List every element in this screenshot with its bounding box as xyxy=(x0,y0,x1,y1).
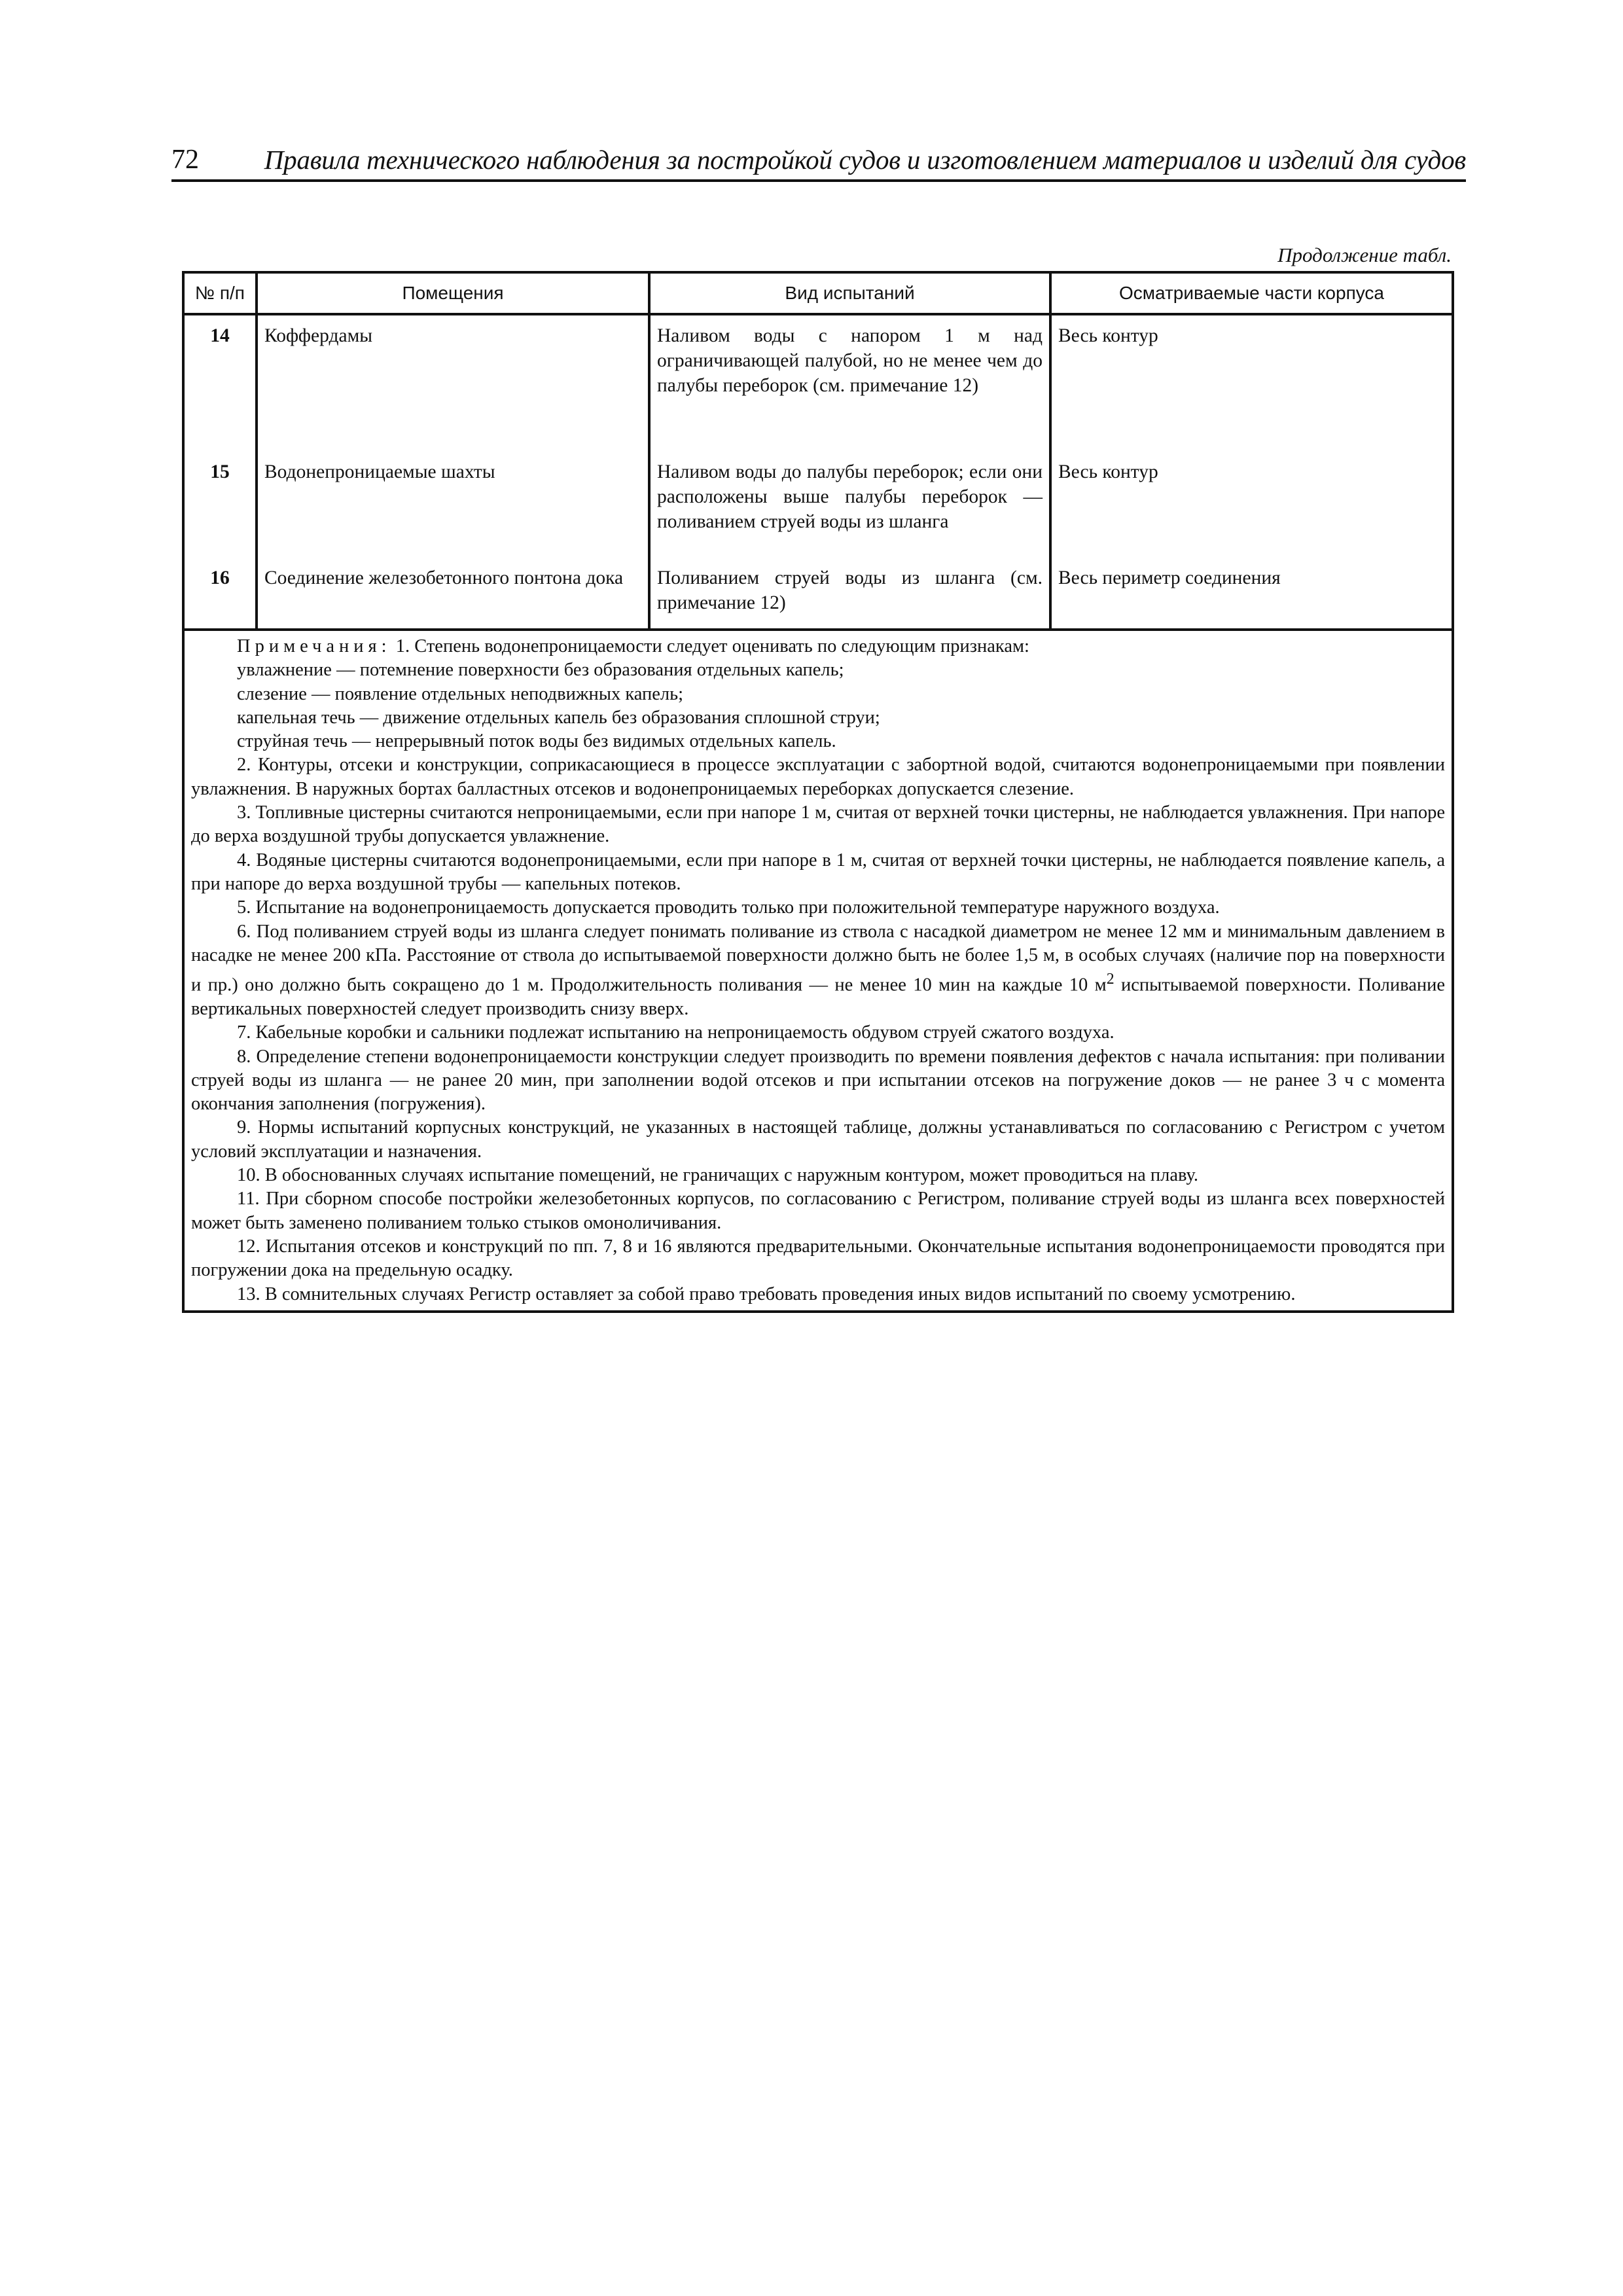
note-13: 13. В сомнительных случаях Регистр оставляет за собой право требовать проведения иных видов испытаний по своему усмотрению. xyxy=(237,1283,1296,1304)
note-1-item: увлажнение — потемнение поверхности без образования отдельных капель; xyxy=(237,660,844,681)
row-number: 15 xyxy=(183,456,257,562)
row-test: Поливанием струей воды из шланга (см. примечание 12) xyxy=(649,562,1050,630)
note-6-superscript: 2 xyxy=(1106,971,1115,988)
row-parts: Весь контур xyxy=(1050,456,1453,562)
column-header-hull-parts: Осматриваемые части корпуса xyxy=(1050,272,1453,314)
table-row xyxy=(183,314,1453,456)
note-1-intro: 1. Степень водонепроницаемости следует оценивать по следующим признакам: xyxy=(395,636,1029,656)
notes-title: Примечания: xyxy=(237,636,391,656)
table-row xyxy=(183,562,1453,630)
row-room: Соединение железобетонного понтона дока xyxy=(257,562,649,630)
note-1-item: слезение — появление отдельных неподвижных капель; xyxy=(237,683,684,704)
row-parts: Весь контур xyxy=(1050,314,1453,456)
row-parts: Весь периметр соединения xyxy=(1050,562,1453,630)
column-header-rooms: Помещения xyxy=(257,272,649,314)
note-7: 7. Кабельные коробки и сальники подлежат испытанию на непроницаемость обдувом струей сжатого воздуха. xyxy=(237,1022,1115,1043)
note-6-tail: испытываемой поверхности. Поливание вертикальных поверхностей следует производить снизу вверх. xyxy=(191,975,1445,1019)
note-11: 11. При сборном способе постройки железобетонных корпусов, по согласованию с Регистром, поливание струей воды из шланга всех поверхностей может быть заменено поливанием только стыков омоноличивания. xyxy=(191,1189,1445,1233)
note-3: 3. Топливные цистерны считаются непроницаемыми, если при напоре 1 м, считая от верхней точки цистерны, не наблюдается увлажнения. При напоре до верха воздушной трубы допускается увлажнение. xyxy=(191,802,1445,847)
note-10: 10. В обоснованных случаях испытание помещений, не граничащих с наружным контуром, может проводиться на плаву. xyxy=(237,1165,1199,1186)
table-row xyxy=(183,456,1453,562)
running-title: Правила технического наблюдения за постройкой судов и изготовлением материалов и изделий для судов xyxy=(264,145,1466,175)
column-header-test-type: Вид испытаний xyxy=(649,272,1050,314)
note-8: 8. Определение степени водонепроницаемости конструкции следует производить по времени появления дефектов с начала испытания: при поливании струей воды из шланга — не ранее 20 мин, при заполнении водой отсеков и при испытании отсеков на погружение доков — не ранее 3 ч с момента окончания заполнения (погружения). xyxy=(191,1046,1445,1115)
note-6 xyxy=(191,920,1445,1022)
row-test: Наливом воды до палубы переборок; если они расположены выше палубы переборок — поливанием струей воды из шланга xyxy=(649,456,1050,562)
row-number: 14 xyxy=(183,314,257,456)
row-number: 16 xyxy=(183,562,257,630)
notes-cell xyxy=(183,630,1453,1312)
note-1-item: струйная течь — непрерывный поток воды без видимых отдельных капель. xyxy=(237,731,836,752)
note-6-text: 6. Под поливанием струей воды из шланга следует понимать поливание из ствола с насадкой диаметром не менее 12 мм и минимальным давлением в насадке не менее 200 кПа. Расстояние от ствола до испытываемой поверхности должно быть не более 1,5 м, в особых случаях (наличие пор на поверхности и пр.) оно должно быть сокращено до 1 м. Продолжительность поливания — не менее 10 мин на каждые 10 м xyxy=(191,921,1445,996)
table-header-row xyxy=(183,272,1453,314)
page-header xyxy=(171,139,1466,182)
note-1-item: капельная течь — движение отдельных капель без образования сплошной струи; xyxy=(237,707,880,728)
note-4: 4. Водяные цистерны считаются водонепроницаемыми, если при напоре в 1 м, считая от верхней точки цистерны, не наблюдается появление капель, а при напоре до верха воздушной трубы — капельных потеков. xyxy=(191,850,1445,894)
row-room: Коффердамы xyxy=(257,314,649,456)
note-9: 9. Нормы испытаний корпусных конструкций, не указанных в настоящей таблице, должны устанавливаться по согласованию с Регистром с учетом условий эксплуатации и назначения. xyxy=(191,1117,1445,1162)
note-12: 12. Испытания отсеков и конструкций по пп. 7, 8 и 16 являются предварительными. Окончательные испытания водонепроницаемости проводятся при погружении дока на предельную осадку. xyxy=(191,1236,1445,1281)
note-1 xyxy=(191,635,1445,658)
note-5: 5. Испытание на водонепроницаемость допускается проводить только при положительной температуре наружного воздуха. xyxy=(237,897,1220,918)
table-continuation-label: Продолжение табл. xyxy=(1277,243,1452,266)
row-test: Наливом воды с напором 1 м над ограничивающей палубой, но не менее чем до палубы переборок (см. примечание 12) xyxy=(649,314,1050,456)
test-requirements-table xyxy=(182,271,1454,1313)
note-2: 2. Контуры, отсеки и конструкции, соприкасающиеся в процессе эксплуатации с забортной водой, считаются водонепроницаемыми при появлении увлажнения. В наружных бортах балластных отсеков и водонепроницаемых переборках допускается слезение. xyxy=(191,755,1445,799)
row-room: Водонепроницаемые шахты xyxy=(257,456,649,562)
notes-row xyxy=(183,630,1453,1312)
page-number: 72 xyxy=(171,145,199,175)
column-header-number: № п/п xyxy=(183,272,257,314)
